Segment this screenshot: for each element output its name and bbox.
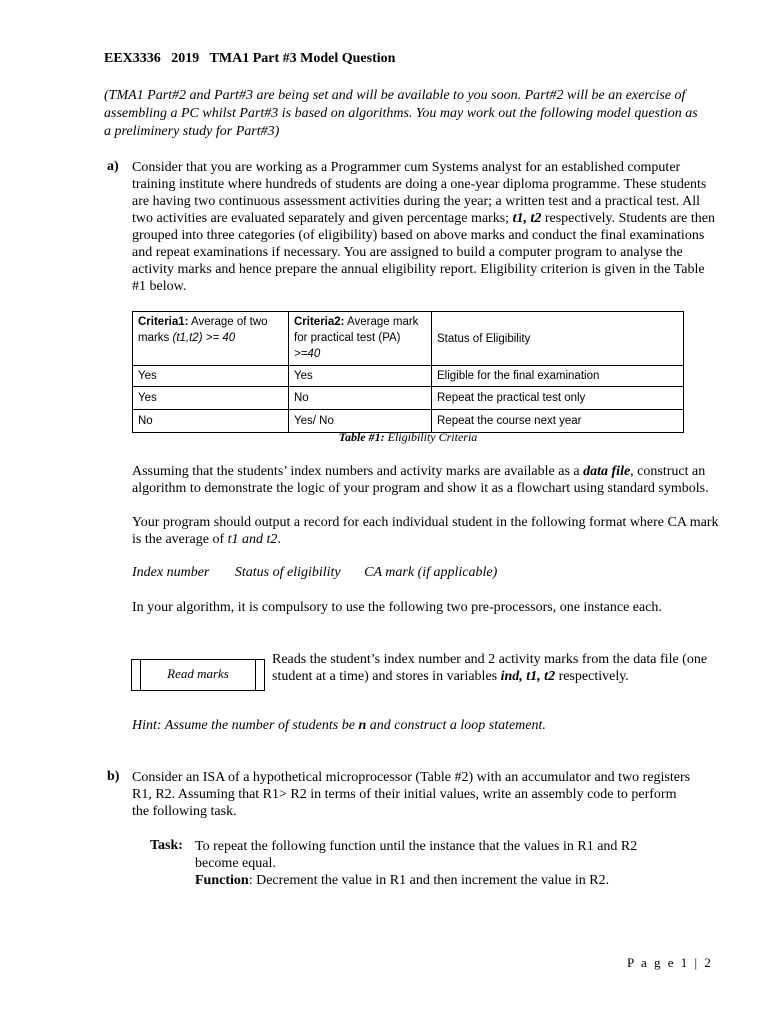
caption-text: Eligibility Criteria <box>384 430 478 444</box>
criteria2-cond: >=40 <box>294 348 321 360</box>
part-a-paragraph-3 <box>132 514 722 548</box>
part-a-para1-text-cont: respectively. Students are then grouped into three categories (of eligibility) based on above marks and conduct the final examinations and repeat examinations if necessary. You are assigned to build a computer program to analyse the activity marks and hence prepare the annual eligibility report. Eligibility criterion is given in the Table #1 below. <box>132 211 715 294</box>
function-label: Function <box>195 873 249 888</box>
table-cell: Repeat the course next year <box>432 410 684 433</box>
read-desc-text-cont: respectively. <box>555 669 629 684</box>
part-a-paragraph-4: In your algorithm, it is compulsory to use the following two pre-processors, one instance each. <box>132 600 662 615</box>
format-field-ca-mark: CA mark (if applicable) <box>364 565 498 580</box>
function-description: : Decrement the value in R1 and then increment the value in R2. <box>248 873 610 888</box>
format-field-status: Status of eligibility <box>234 565 341 580</box>
format-field-index: Index number <box>132 565 210 580</box>
predefined-process-symbol <box>131 659 265 691</box>
hint-text <box>132 718 546 734</box>
intro-note: (TMA1 Part#2 and Part#3 are being set and will be available to you soon. Part#2 will be an exercise of assembling a PC whilst Part#3 is based on algorithms. You may work out the following model question as a preliminery study for Part#3) <box>104 88 698 139</box>
hint-n: n <box>358 718 367 733</box>
hint-prefix: Hint: Assume the number of students be <box>132 718 359 733</box>
criteria2-desc: Average mark for practical test (PA) <box>294 316 419 344</box>
read-marks-label: Read marks <box>167 666 229 681</box>
part-b-label: b) <box>107 769 120 784</box>
criteria1-desc: Average of two marks <box>138 316 268 344</box>
part-a-para1-text: Consider that you are working as a Programmer cum Systems analyst for an established computer training institute where hundreds of students are doing a one-year diploma programme. These students are having two continuous assessment activities during the year; a written test and a practical test. All two activities are evaluated separately and given percentage marks; <box>132 160 707 226</box>
read-desc-text: Reads the student’s index number and 2 activity marks from the data file (one student at a time) and stores in variables <box>272 652 708 684</box>
output-format <box>132 565 497 581</box>
read-marks-description <box>272 651 712 685</box>
eligibility-table <box>132 311 684 433</box>
part-a-label: a) <box>107 159 119 174</box>
table-header-criteria2 <box>289 312 432 366</box>
table-cell: No <box>289 387 432 410</box>
table-cell: Yes/ No <box>289 410 432 433</box>
table-caption <box>132 430 684 445</box>
table-cell: Yes <box>289 366 432 387</box>
table-cell: Repeat the practical test only <box>432 387 684 410</box>
table-cell: Eligible for the final examination <box>432 366 684 387</box>
part-a-para1-vars: t1, t2 <box>512 211 542 226</box>
table-cell: Yes <box>133 366 289 387</box>
caption-label: Table #1: <box>338 430 385 444</box>
task-description: To repeat the following function until the instance that the values in R1 and R2 become equal. <box>195 839 638 871</box>
part-a-para3-text: Your program should output a record for each individual student in the following format where CA mark is the average of <box>132 515 719 547</box>
part-a-paragraph-1 <box>132 159 722 295</box>
table-cell: No <box>133 410 289 433</box>
part-a-para3-end: . <box>277 532 281 547</box>
part-a-para2-text-cont: , construct an algorithm to demonstrate the logic of your program and show it as a flowchart using standard symbols. <box>132 464 709 496</box>
data-file-term: data file <box>583 464 631 479</box>
criteria1-title: Criteria1: <box>138 316 189 328</box>
table-cell: Yes <box>133 387 289 410</box>
criteria2-title: Criteria2: <box>294 316 345 328</box>
part-a-para2-text: Assuming that the students’ index numbers and activity marks are available as a <box>132 464 584 479</box>
part-b-paragraph: Consider an ISA of a hypothetical microprocessor (Table #2) with an accumulator and two registers R1, R2. Assuming that R1> R2 in terms of their initial values, write an assembly code to perform the following task. <box>132 770 691 819</box>
read-desc-vars: ind, t1, t2 <box>500 669 556 684</box>
part-a-paragraph-2 <box>132 463 722 497</box>
part-a-para3-vars: t1 and t2 <box>227 532 278 547</box>
table-header-status: Status of Eligibility <box>432 312 684 366</box>
table-header-criteria1 <box>133 312 289 366</box>
hint-suffix: and construct a loop statement. <box>366 718 546 733</box>
document-title: EEX3336 2019 TMA1 Part #3 Model Question <box>104 51 396 66</box>
page-number: P a g e 1 | 2 <box>627 955 713 970</box>
task-label: Task: <box>150 838 183 853</box>
criteria1-cond: (t1,t2) >= 40 <box>172 332 236 344</box>
task-text <box>195 838 675 889</box>
table-row <box>133 387 684 410</box>
table-row <box>133 366 684 387</box>
